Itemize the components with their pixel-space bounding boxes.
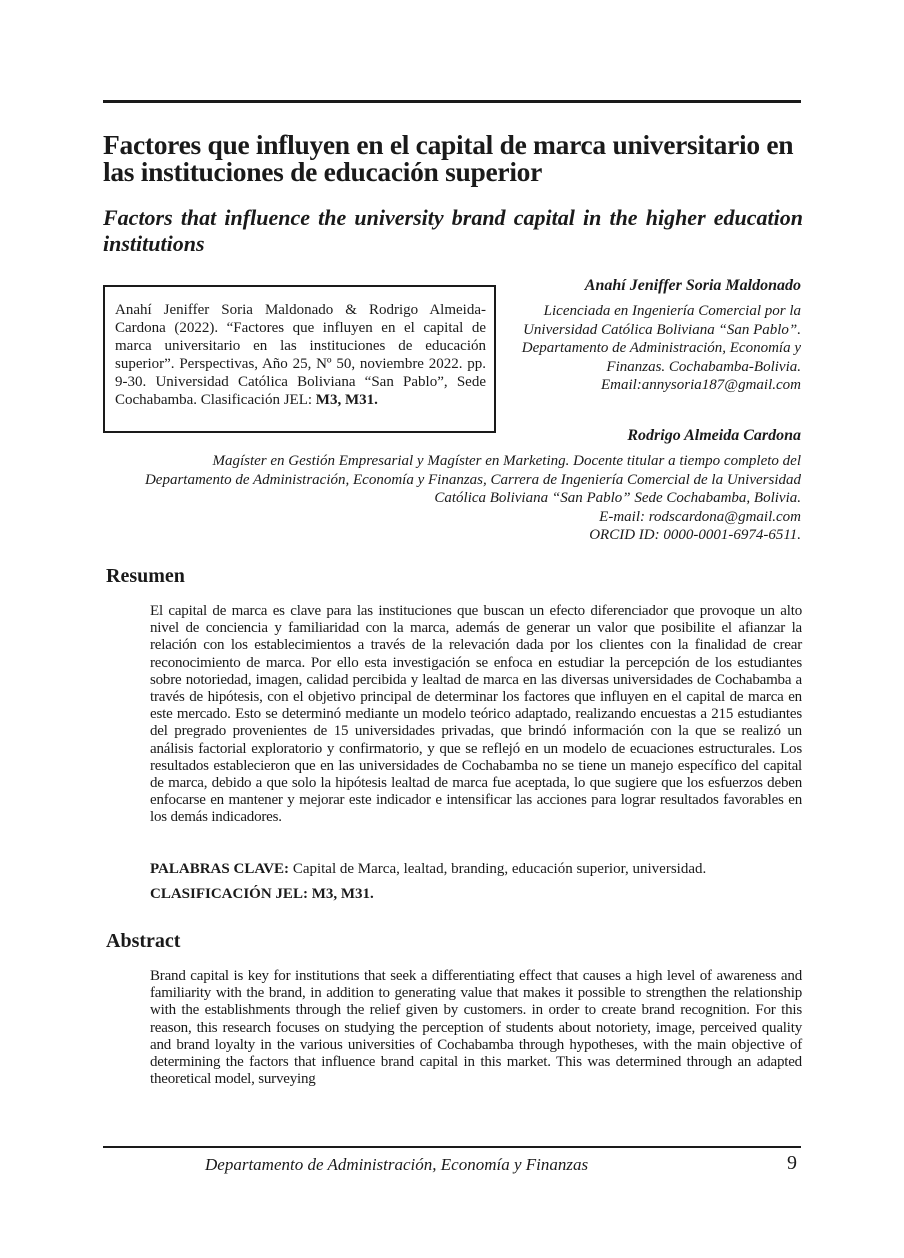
citation-text: Anahí Jeniffer Soria Maldonado & Rodrigo Almeida-Cardona (2022). “Factores que influyen en el capital de marca universitario en las instituciones de educación superior”. Perspectivas, Año 25, Nº 50, noviembre 2022. pp. 9-30. Universidad Católica Boliviana “San Pablo”, Sede Cochabamba. Clasificación JEL:	[115, 302, 486, 408]
author-1-email[interactable]: Email:annysoria187@gmail.com	[600, 377, 801, 393]
author-2-affiliation-text: Magíster en Gestión Empresarial y Magíster en Marketing. Docente titular a tiempo completo del Departamento de Administración, Economía y Finanzas, Carrera de Ingeniería Comercial de la Universidad Católica Boliviana “San Pablo” Sede Cochabamba, Bolivia.	[144, 453, 801, 506]
article-subtitle-english: Factors that influence the university brand capital in the higher education institutions	[103, 205, 803, 256]
author-1-name: Anahí Jeniffer Soria Maldonado	[584, 277, 801, 294]
footer-department: Departamento de Administración, Economía y Finanzas	[205, 1155, 589, 1174]
abstract-heading: Abstract	[106, 930, 181, 952]
resumen-heading: Resumen	[106, 565, 185, 587]
author-2-email[interactable]: E-mail: rodscardona@gmail.com	[599, 508, 801, 525]
author-2-name: Rodrigo Almeida Cardona	[627, 427, 801, 444]
resumen-keywords	[150, 860, 802, 878]
resumen-text: El capital de marca es clave para las instituciones que buscan un efecto diferenciador que provoque un alto nivel de conciencia y familiaridad con la marca, además de generar un valor que posibilite el afianzar la relación con los establecimientos a través de la relevación dada por los clientes con la finalidad de crear reconocimiento de marca. Por ello esta investigación se enfoca en estudiar la percepción de los estudiantes sobre notoriedad, imagen, calidad percibida y lealtad de marca en las diversas universidades de Cochabamba a través de hipótesis, con el objetivo principal de determinar los factores que influyen en el capital de marca en este mercado. Esto se determinó mediante un modelo teórico adaptado, realizando encuestas a 215 estudiantes del pregrado provenientes de 15 universidades privadas, que brindó información con la que se realizó un análisis factorial exploratorio y confirmatorio, y que se reflejó en un modelo de ecuaciones estructurales. Los resultados establecieron que en las universidades de Cochabamba no se tiene un manejo específico del capital de marca, debido a que solo la hipótesis lealtad de marca fue aceptada, lo que sugiere que los esfuerzos deben enfocarse en mantener y mejorar este indicador e intensificar las acciones para lograr resultados favorables en los demás indicadores.	[150, 603, 802, 826]
author-2-orcid: ORCID ID: 0000-0001-6974-6511.	[589, 527, 801, 543]
keywords-list: Capital de Marca, lealtad, branding, educación superior, universidad.	[289, 861, 707, 877]
author-2-affiliation	[141, 452, 801, 545]
article-title: Factores que influyen en el capital de marca universitario en las instituciones de educación superior	[103, 129, 794, 187]
resumen-jel: CLASIFICACIÓN JEL: M3, M31.	[150, 886, 374, 902]
citation-jel: M3, M31.	[315, 392, 378, 408]
citation-box	[103, 285, 496, 433]
header-rule	[103, 100, 801, 103]
author-1-affiliation	[511, 302, 801, 395]
author-1-affiliation-text: Licenciada en Ingeniería Comercial por la Universidad Católica Boliviana “San Pablo”. Departamento de Administración, Economía y Finanzas. Cochabamba-Bolivia.	[521, 303, 801, 375]
abstract-text: Brand capital is key for institutions that seek a differentiating effect that causes a high level of awareness and familiarity with the brand, in addition to generating value that makes it possible to strengthen the relationship with the establishments through the relief given by customers. in order to create brand recognition. For this reason, this research focuses on studying the perception of students about notoriety, image, perceived quality and brand loyalty in the various universities of Cochabamba through hypotheses, with the main objective of determining the factors that influence brand capital in this market. This was determined through an adapted theoretical model, surveying	[150, 968, 802, 1088]
keywords-label: PALABRAS CLAVE:	[150, 861, 290, 877]
page-number: 9	[787, 1152, 797, 1174]
footer-rule	[103, 1146, 801, 1148]
